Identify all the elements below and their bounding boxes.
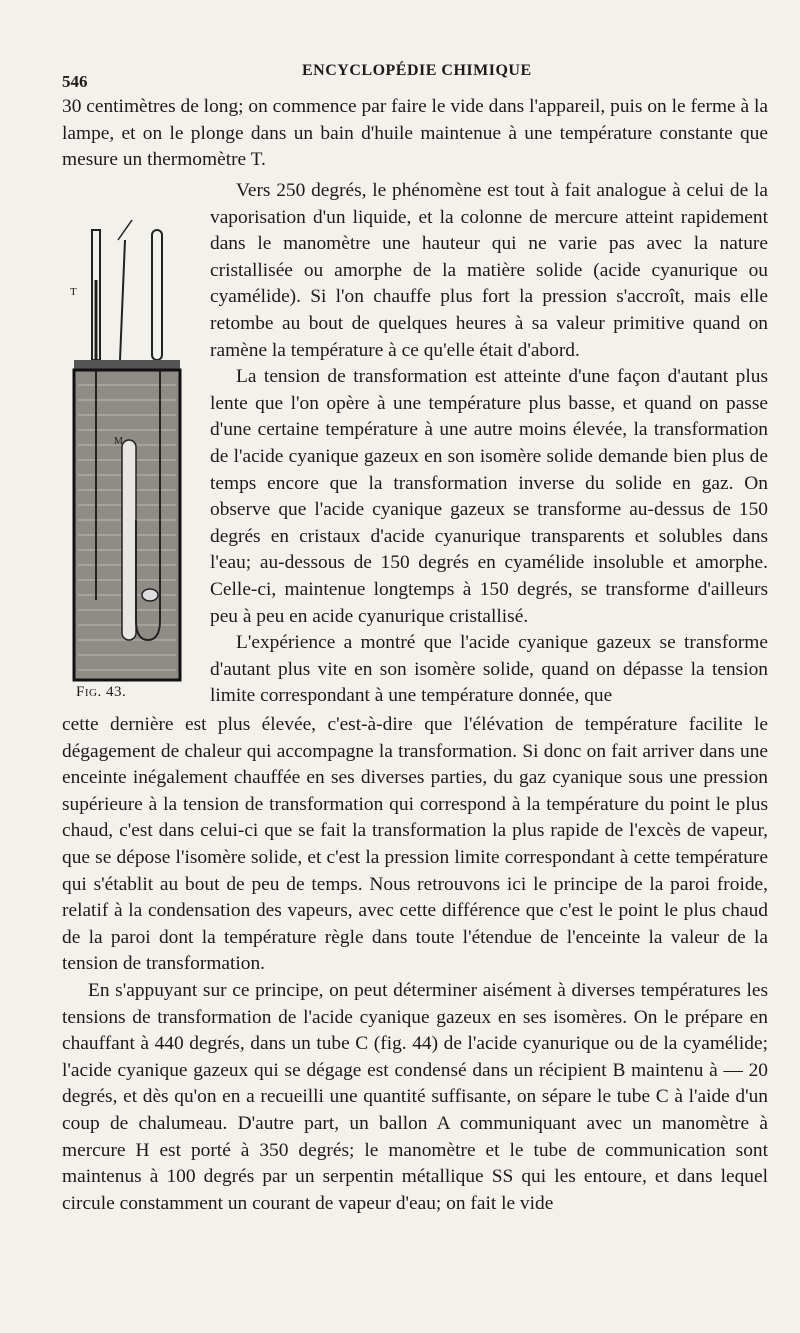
text-block-top: [62, 94, 768, 174]
apparatus-illustration: [70, 220, 200, 690]
page-number: 546: [62, 72, 88, 91]
page-header: [62, 62, 760, 91]
running-head: ENCYCLOPÉDIE CHIMIQUE: [302, 62, 532, 79]
figure-label-m: M: [114, 436, 123, 447]
paragraph: En s'appuyant sur ce principe, on peut déterminer aisément à diverses températures les tensions de transformation de l'acide cyanique gazeux en ses isomères. On le prépare en chauffant à 440 degrés, dans un tube C (fig. 44) de l'acide cyanurique ou de la cyamélide; l'acide cyanique gazeux qui se dégage est condensé dans un récipient B maintenu à — 20 degrés, et dès qu'on en a recueilli une quantité suffisante, on sépare le tube C à l'aide d'un coup de chalumeau. D'autre part, un ballon A communiquant avec un manomètre à mercure H est porté à 350 degrés; le manomètre et le tube de communication sont maintenus à 100 degrés par un serpentin métallique SS qui les entoure, et dans lequel circule constamment un courant de vapeur d'eau; on fait le vide: [62, 979, 768, 1214]
figure-label-t: T: [70, 286, 77, 298]
paragraph: 30 centimètres de long; on commence par faire le vide dans l'appareil, puis on le ferme à la lampe, et on le plonge dans un bain d'huile maintenue à une température constante que mesure un thermomètre T.: [62, 96, 768, 171]
paragraph: Vers 250 degrés, le phénomène est tout à fait analogue à celui de la vaporisation d'un liquide, et la colonne de mercure atteint rapidement dans le manomètre une hauteur qui ne varie pas avec la nature cristallisée ou amorphe de la matière solide (acide cyanurique ou cyamélide). Si l'on chauffe plus fort la pression s'accroît, mais elle retombe au bout de quelques heures à sa valeur primitive quand on ramène la température à ce qu'elle était d'abord.: [210, 180, 768, 361]
paragraph: L'expérience a montré que l'acide cyanique gazeux se transforme d'autant plus vite en son isomère solide, quand on dépasse la tension limite correspondant à une température donnée, que: [210, 632, 768, 707]
text-block-beside-figure: [210, 178, 768, 710]
text-block-bottom: [62, 712, 768, 1217]
paragraph: La tension de transformation est atteinte d'une façon d'autant plus lente que l'on opère à une température plus basse, et quand on passe d'une certaine température à une autre moins élevée, la transformation de l'acide cyanique gazeux en son isomère solide demande bien plus de temps encore que la transformation inverse du solide en gaz. On observe que l'acide cyanique gazeux se transforme au-dessus de 150 degrés en cristaux d'acide cyanurique transparents et solubles dans l'eau; au-dessous de 150 degrés en cyamélide insoluble et amorphe. Celle-ci, maintenue longtemps à 150 degrés, se transforme d'ailleurs peu à peu en acide cyanurique cristallisé.: [210, 366, 768, 627]
paragraph: cette dernière est plus élevée, c'est-à-dire que l'élévation de température facilite le dégagement de chaleur qui accompagne la transformation. Si donc on fait arriver dans une enceinte inégalement chauffée en ses diverses parties, du gaz cyanique sous une pression supérieure à la tension de transformation qui correspond à la température du point le plus chaud, c'est dans celui-ci que se fait la transformation la plus rapide de l'excès de vapeur, que se dépose l'isomère solide, et c'est la pression limite correspondant à cette température qui s'établit au bout de peu de temps. Nous retrouvons ici le principe de la paroi froide, relatif à la condensation des vapeurs, avec cette différence que c'est le point le plus chaud de la paroi dont la température règle dans toute l'étendue de l'enceinte la valeur de la tension de transformation.: [62, 714, 768, 975]
figure-43-apparatus: [70, 220, 200, 710]
figure-caption: Fig. 43.: [76, 684, 127, 700]
